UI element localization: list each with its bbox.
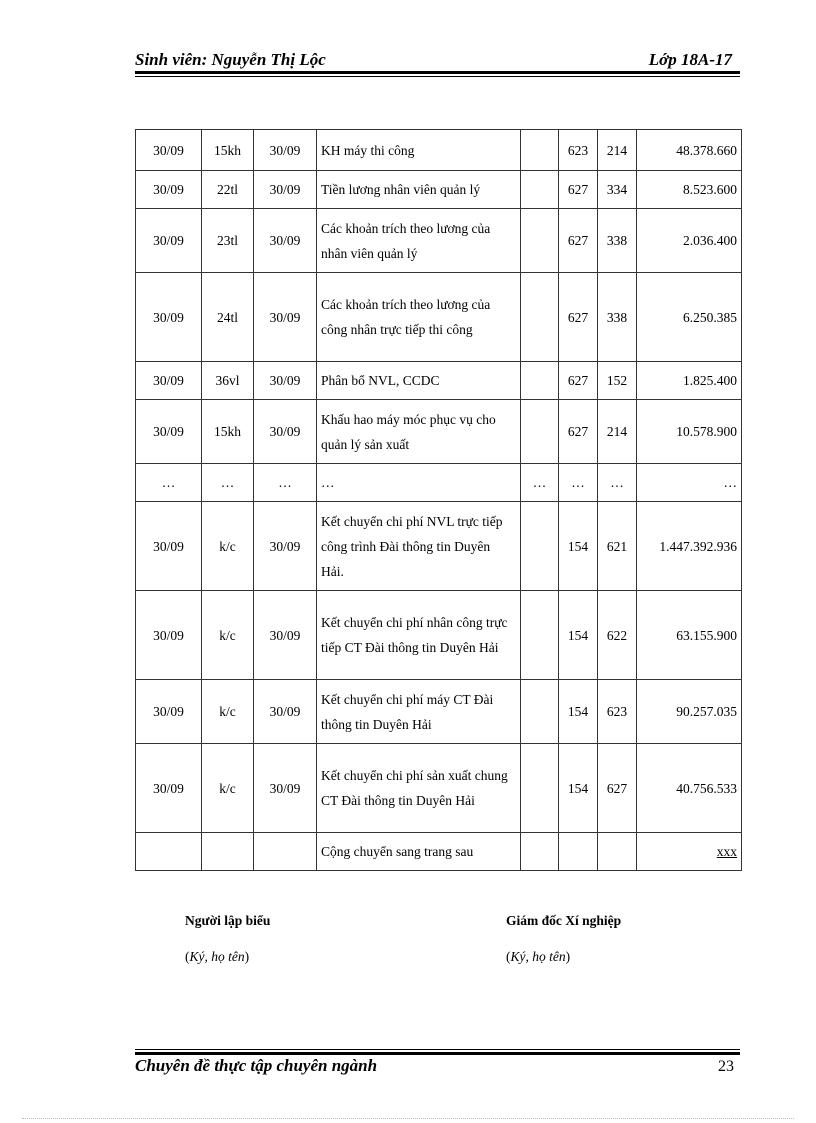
cell-doc-no: 15kh (202, 130, 254, 171)
cell-amount: 6.250.385 (637, 273, 742, 362)
cell-doc-date: 30/09 (254, 130, 317, 171)
general-journal-table (135, 129, 742, 871)
cell-debit: 627 (559, 273, 598, 362)
table-row (136, 171, 742, 209)
table-row (136, 680, 742, 744)
cell-date: … (136, 464, 202, 502)
footer-title: Chuyên đề thực tập chuyên ngành (135, 1056, 378, 1075)
cell-credit: 621 (598, 502, 637, 591)
cell-empty (254, 833, 317, 871)
cell-date: 30/09 (136, 680, 202, 744)
cell-extra (521, 362, 559, 400)
cell-date: 30/09 (136, 400, 202, 464)
class-label: Lớp 18A-17 (648, 50, 732, 69)
cell-doc-date: … (254, 464, 317, 502)
cell-date: 30/09 (136, 502, 202, 591)
cell-extra: … (521, 464, 559, 502)
cell-extra (521, 171, 559, 209)
cell-doc-no: k/c (202, 591, 254, 680)
cell-amount: 10.578.900 (637, 400, 742, 464)
cell-doc-no: k/c (202, 502, 254, 591)
cell-amount: 1.447.392.936 (637, 502, 742, 591)
table-row (136, 130, 742, 171)
header-rule-thick (135, 71, 740, 74)
cell-amount: 1.825.400 (637, 362, 742, 400)
cell-desc: Kết chuyển chi phí sản xuất chung CT Đài thông tin Duyên Hải (317, 744, 521, 833)
preparer-title: Người lập biểu (185, 913, 271, 928)
cell-amount: 90.257.035 (637, 680, 742, 744)
director-signature (506, 913, 622, 964)
cell-desc: Khấu hao máy móc phục vụ cho quản lý sản xuất (317, 400, 521, 464)
cell-debit: 154 (559, 502, 598, 591)
footer-rule-thick (135, 1052, 740, 1055)
cell-debit: 154 (559, 680, 598, 744)
cell-doc-no: 24tl (202, 273, 254, 362)
director-subtitle: (Ký, họ tên) (506, 949, 571, 964)
cell-debit: 154 (559, 744, 598, 833)
director-sub-text: Ký, họ tên (510, 949, 566, 964)
table-row (136, 744, 742, 833)
cell-credit: 338 (598, 209, 637, 273)
table-row (136, 209, 742, 273)
preparer-signature (185, 913, 271, 964)
cell-doc-date: 30/09 (254, 744, 317, 833)
total-amount: xxx (637, 833, 742, 871)
cell-credit: 214 (598, 130, 637, 171)
table-row (136, 400, 742, 464)
cell-empty (559, 833, 598, 871)
total-row (136, 833, 742, 871)
preparer-sub-text: Ký, họ tên (189, 949, 245, 964)
table-row (136, 273, 742, 362)
cell-doc-date: 30/09 (254, 400, 317, 464)
footer-rule-thin (135, 1049, 740, 1050)
page-number: 23 (718, 1058, 734, 1075)
cell-date: 30/09 (136, 362, 202, 400)
cell-doc-no: 23tl (202, 209, 254, 273)
cell-extra (521, 130, 559, 171)
student-name: Sinh viên: Nguyễn Thị Lộc (135, 50, 326, 69)
cell-desc: Tiền lương nhân viên quản lý (317, 171, 521, 209)
cell-empty (136, 833, 202, 871)
cell-desc: Kết chuyển chi phí nhân công trực tiếp CT Đài thông tin Duyên Hải (317, 591, 521, 680)
cell-credit: 334 (598, 171, 637, 209)
table-row (136, 502, 742, 591)
cell-date: 30/09 (136, 209, 202, 273)
cell-amount: … (637, 464, 742, 502)
cell-debit: 627 (559, 362, 598, 400)
cell-extra (521, 400, 559, 464)
cell-extra (521, 209, 559, 273)
cell-empty (598, 833, 637, 871)
cell-desc: Phân bổ NVL, CCDC (317, 362, 521, 400)
table-row (136, 362, 742, 400)
cell-desc: KH máy thi công (317, 130, 521, 171)
cell-desc: Kết chuyển chi phí máy CT Đài thông tin Duyên Hải (317, 680, 521, 744)
cell-debit: 154 (559, 591, 598, 680)
cell-debit: 627 (559, 171, 598, 209)
cell-extra (521, 502, 559, 591)
cell-debit: 627 (559, 400, 598, 464)
cell-credit: 214 (598, 400, 637, 464)
cell-amount: 63.155.900 (637, 591, 742, 680)
cell-credit: 627 (598, 744, 637, 833)
total-label: Cộng chuyển sang trang sau (317, 833, 521, 871)
cell-credit: 623 (598, 680, 637, 744)
cell-doc-date: 30/09 (254, 680, 317, 744)
cell-doc-date: 30/09 (254, 362, 317, 400)
cell-doc-date: 30/09 (254, 273, 317, 362)
cell-date: 30/09 (136, 171, 202, 209)
page-header (135, 48, 740, 70)
cell-credit: 152 (598, 362, 637, 400)
cell-doc-date: 30/09 (254, 209, 317, 273)
cell-amount: 48.378.660 (637, 130, 742, 171)
cell-doc-date: 30/09 (254, 591, 317, 680)
cell-date: 30/09 (136, 744, 202, 833)
cell-debit: 627 (559, 209, 598, 273)
cell-extra (521, 273, 559, 362)
preparer-subtitle: (Ký, họ tên) (185, 949, 250, 964)
cell-credit: … (598, 464, 637, 502)
cell-date: 30/09 (136, 130, 202, 171)
cell-doc-no: k/c (202, 744, 254, 833)
cell-amount: 2.036.400 (637, 209, 742, 273)
cell-doc-date: 30/09 (254, 502, 317, 591)
cell-desc: Kết chuyển chi phí NVL trực tiếp công trình Đài thông tin Duyên Hải. (317, 502, 521, 591)
cell-extra (521, 680, 559, 744)
table-row (136, 591, 742, 680)
cell-doc-no: 36vl (202, 362, 254, 400)
cell-date: 30/09 (136, 591, 202, 680)
cell-empty (521, 833, 559, 871)
cell-doc-no: k/c (202, 680, 254, 744)
cell-desc: Các khoản trích theo lương của công nhân trực tiếp thi công (317, 273, 521, 362)
cell-doc-date: 30/09 (254, 171, 317, 209)
cell-desc: … (317, 464, 521, 502)
cell-doc-no: 22tl (202, 171, 254, 209)
cell-debit: … (559, 464, 598, 502)
cell-debit: 623 (559, 130, 598, 171)
cell-extra (521, 591, 559, 680)
cell-desc: Các khoản trích theo lương của nhân viên quản lý (317, 209, 521, 273)
cell-credit: 338 (598, 273, 637, 362)
cell-date: 30/09 (136, 273, 202, 362)
header-rule-thin (135, 76, 740, 77)
table-row (136, 464, 742, 502)
page-bottom-divider (22, 1118, 794, 1119)
cell-amount: 8.523.600 (637, 171, 742, 209)
cell-credit: 622 (598, 591, 637, 680)
page-footer (135, 1056, 740, 1080)
cell-doc-no: 15kh (202, 400, 254, 464)
director-title: Giám đốc Xí nghiệp (506, 913, 622, 928)
cell-doc-no: … (202, 464, 254, 502)
cell-extra (521, 744, 559, 833)
cell-amount: 40.756.533 (637, 744, 742, 833)
cell-empty (202, 833, 254, 871)
